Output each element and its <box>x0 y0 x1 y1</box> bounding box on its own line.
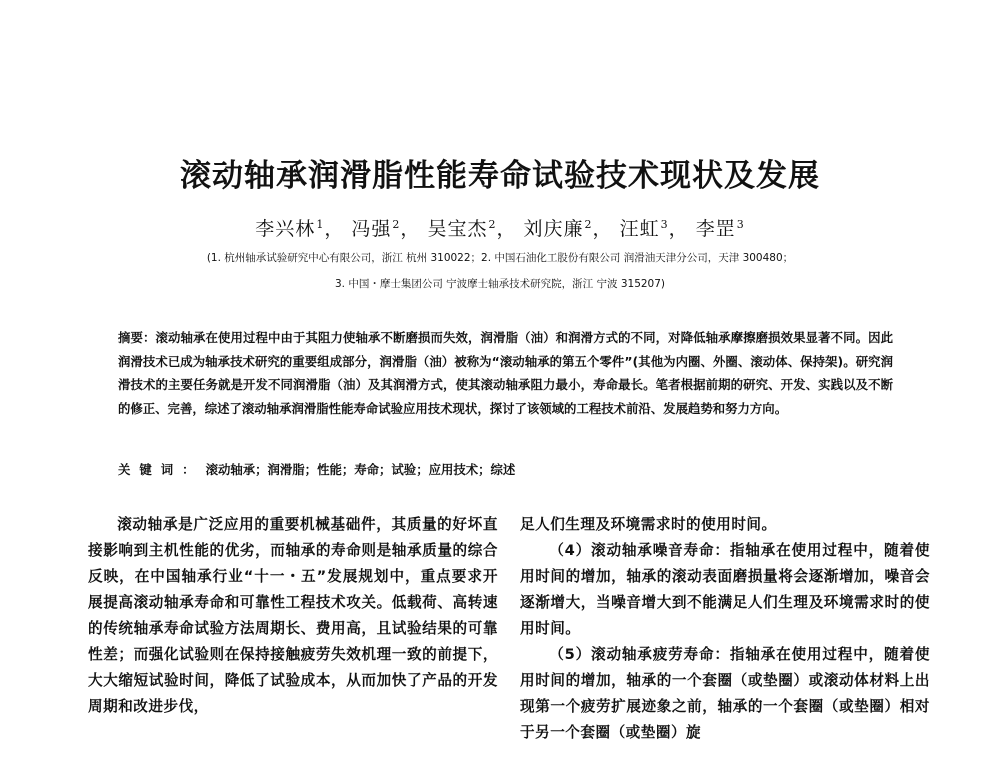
body-paragraph: （5）滚动轴承疲劳寿命：指轴承在使用过程中，随着使用时间的增加，轴承的一个套圈（或垫圈）或滚动体材料上出现第一个疲劳扩展迹象之前，轴承的一个套圈（或垫圈）相对于另一个套圈（或垫圈）旋 <box>520 646 930 741</box>
author-separator: ， <box>324 218 345 240</box>
author-affiliation-mark: 2 <box>488 217 497 231</box>
author-name: 吴宝杰 <box>427 218 488 240</box>
body-paragraph: （4）滚动轴承噪音寿命：指轴承在使用过程中，随着使用时间的增加，轴承的滚动表面磨损量将会逐渐增加，噪音会逐渐增大，当噪音增大到不能满足人们生理及环境需求时的使用时间。 <box>520 542 930 637</box>
author-separator: ， <box>496 218 517 240</box>
author-affiliation-mark: 3 <box>660 217 669 231</box>
author-affiliation-mark: 2 <box>392 217 401 231</box>
author-separator: ， <box>668 218 689 240</box>
author-name: 刘庆廉 <box>523 218 584 240</box>
keywords-text: 滚动轴承；润滑脂；性能；寿命；试验；应用技术；综述 <box>205 462 516 477</box>
body-column-right <box>520 512 930 746</box>
author-affiliation-mark: 2 <box>584 217 593 231</box>
body-paragraph: 滚动轴承是广泛应用的重要机械基础件，其质量的好坏直接影响到主机性能的优劣，而轴承的寿命则是轴承质量的综合反映，在中国轴承行业“十一・五”发展规划中，重点要求开展提高滚动轴承寿命和可靠性工程技术攻关。低载荷、高转速的传统轴承寿命试验方法周期长、费用高，且试验结果的可靠性差；而强化试验则在保持接触疲劳失效机理一致的前提下，大大缩短试验时间，降低了试验成本，从而加快了产品的开发周期和改进步伐， <box>88 516 498 715</box>
author-name: 冯强 <box>351 218 392 240</box>
abstract-text: 滚动轴承在使用过程中由于其阻力使轴承不断磨损而失效，润滑脂（油）和润滑方式的不同，对降低轴承摩擦磨损效果显著不同。因此润滑技术已成为轴承技术研究的重要组成部分，润滑脂（油）被称为“滚动轴承的第五个零件”(其他为内圈、外圈、滚动体、保持架)。研究润滑技术的主要任务就是开发不同润滑脂（油）及其润滑方式，使其滚动轴承阻力最小，寿命最长。笔者根据前期的研究、开发、实践以及不断的修正、完善，综述了滚动轴承润滑脂性能寿命试验应用技术现状，探讨了该领域的工程技术前沿、发展趋势和努力方向。 <box>118 330 894 416</box>
affiliation-line-2: 3. 中国・摩士集团公司 宁波摩士轴承技术研究院，浙江 宁波 315207) <box>334 278 666 290</box>
body-paragraph: 足人们生理及环境需求时的使用时间。 <box>520 516 777 533</box>
body-column-left <box>88 512 498 720</box>
author-list <box>0 214 1000 241</box>
author-name: 汪虹 <box>619 218 660 240</box>
keywords <box>118 460 893 478</box>
author-name: 李罡 <box>695 218 736 240</box>
abstract-label: 摘要： <box>118 330 156 345</box>
author-separator: ， <box>592 218 613 240</box>
author-affiliation-mark: 3 <box>736 217 745 231</box>
abstract <box>118 326 893 420</box>
author-name: 李兴林 <box>255 218 316 240</box>
affiliation-line-1: (1. 杭州轴承试验研究中心有限公司，浙江 杭州 310022；2. 中国石油化工股份有限公司 润滑油天津分公司，天津 300480； <box>206 252 794 264</box>
author-affiliation-mark: 1 <box>316 217 325 231</box>
author-separator: ， <box>400 218 421 240</box>
paper-title: 滚动轴承润滑脂性能寿命试验技术现状及发展 <box>180 158 820 194</box>
keywords-label: 关键词： <box>118 462 204 477</box>
